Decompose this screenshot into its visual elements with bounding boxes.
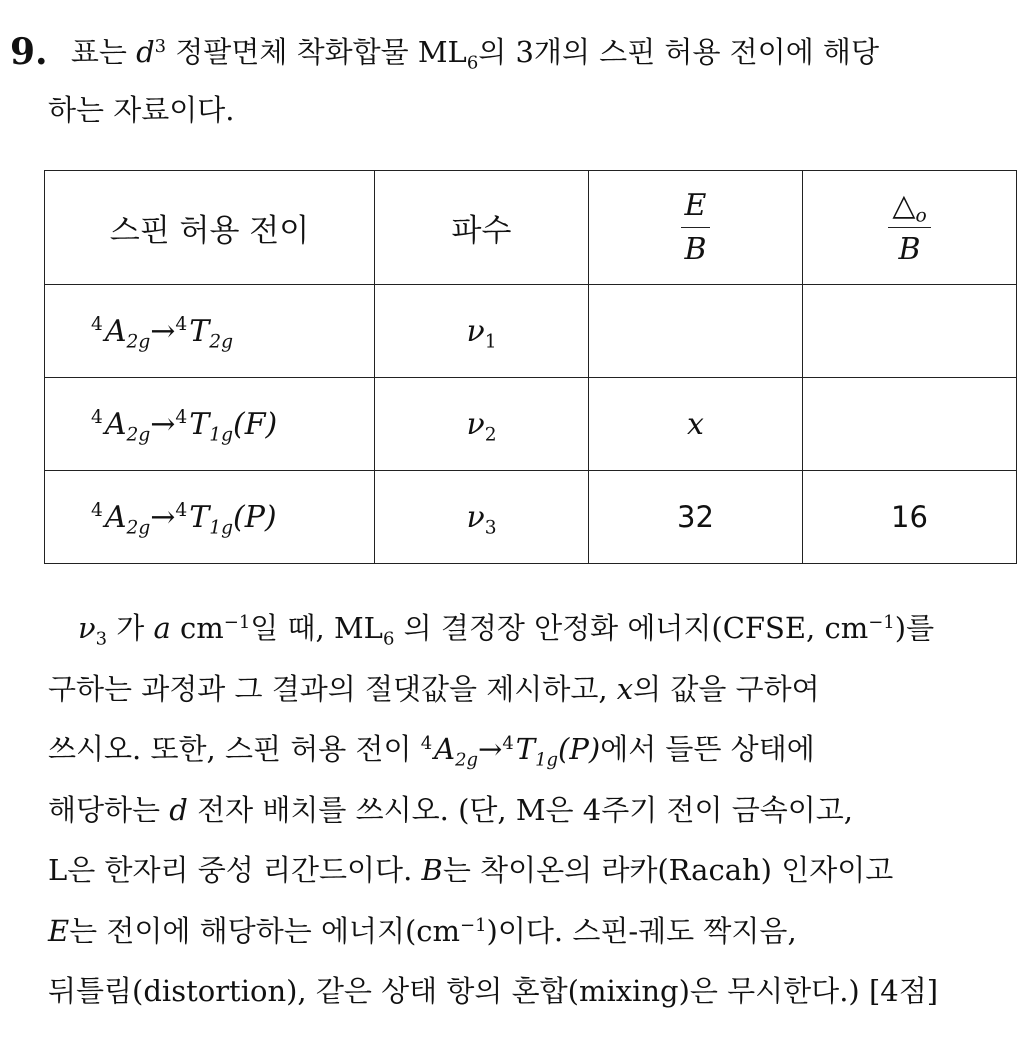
term-origin: (P)	[558, 732, 601, 766]
delta-symbol: △	[892, 188, 916, 223]
unit-exponent: −1	[868, 612, 895, 634]
table-header-row	[45, 171, 1017, 285]
e-numerator: E	[681, 188, 711, 228]
complex-ml: ML	[417, 35, 467, 69]
text: )를	[894, 611, 935, 645]
nu-symbol: ν	[466, 406, 485, 442]
arrow-symbol: →	[150, 499, 176, 535]
stem-line-2: 하는 자료이다.	[48, 93, 235, 127]
term-multiplicity: 4	[502, 733, 514, 755]
arrow-symbol: →	[478, 732, 503, 766]
paragraph-line	[48, 840, 1028, 901]
wavenumber-cell	[375, 285, 589, 378]
term-multiplicity: 4	[91, 407, 103, 429]
text: 가	[116, 611, 145, 645]
unit-exponent: −1	[223, 612, 251, 634]
nu-symbol: ν	[466, 313, 485, 349]
a-variable: a	[153, 611, 171, 645]
excited-term: T	[189, 313, 210, 349]
d-exponent: 3	[154, 36, 167, 58]
ground-term-sub: 2g	[126, 331, 151, 352]
term-origin: (P)	[232, 499, 277, 535]
ground-term-sub: 2g	[126, 424, 151, 445]
ground-term: A	[434, 732, 456, 766]
header-transition: 스핀 허용 전이	[45, 171, 375, 285]
delta-denominator: B	[898, 232, 921, 267]
unit: cm	[824, 611, 869, 645]
stem-text-a: 표는	[70, 35, 127, 69]
header-e-over-b	[589, 171, 803, 285]
text: 쓰시오. 또한, 스핀 허용 전이	[48, 732, 412, 766]
paragraph-line	[48, 598, 1028, 659]
e-over-b-fraction	[681, 188, 711, 267]
unit: cm	[180, 611, 224, 645]
text: 에서 들뜬 상태에	[600, 732, 815, 766]
paragraph-line	[48, 780, 1028, 841]
complex-ml-sub: 6	[466, 52, 479, 74]
term-multiplicity: 4	[420, 733, 433, 755]
stem-text-c: 의 3개의 스핀 허용 전이에 해당	[478, 35, 879, 69]
nu-subscript: 1	[484, 331, 497, 352]
term-multiplicity: 4	[175, 500, 188, 522]
b-variable: B	[421, 853, 443, 887]
table-row	[45, 285, 1017, 378]
d-symbol: d	[136, 35, 155, 69]
e-over-b-cell: 32	[589, 471, 803, 564]
ground-term: A	[104, 313, 127, 349]
e-over-b-cell	[589, 378, 803, 471]
transition-cell	[45, 471, 375, 564]
text: 의 결정장 안정화 에너지(CFSE,	[403, 611, 816, 645]
x-variable: x	[687, 406, 704, 442]
ground-term-sub: 2g	[455, 749, 479, 771]
term-multiplicity: 4	[91, 500, 103, 522]
header-delta-over-b	[803, 171, 1017, 285]
delta-over-b-cell	[803, 378, 1017, 471]
term-multiplicity: 4	[91, 314, 103, 336]
complex-formula	[417, 35, 479, 74]
nu-subscript: 3	[95, 628, 108, 650]
delta-numerator	[888, 188, 930, 228]
transition-cell	[45, 285, 375, 378]
text: )이다. 스핀-궤도 짝지음,	[486, 913, 797, 948]
delta-subscript: o	[915, 205, 927, 227]
text: 일 때,	[250, 611, 325, 645]
paragraph-line	[48, 961, 1028, 1022]
unit-exponent: −1	[460, 914, 487, 936]
x-variable: x	[616, 671, 634, 706]
wavenumber-cell	[375, 471, 589, 564]
excited-term-sub: 2g	[209, 331, 233, 352]
text: 뒤틀림(distortion), 같은 상태 항의 혼합(mixing)은 무시한다.) [4점]	[48, 974, 939, 1008]
ground-term: A	[104, 499, 127, 535]
term-origin: (F)	[232, 406, 278, 442]
term-multiplicity: 4	[175, 407, 188, 429]
nu-subscript: 3	[484, 517, 497, 538]
term-multiplicity: 4	[175, 314, 188, 336]
table-row	[45, 471, 1017, 564]
text: 는 착이온의 라카(Racah) 인자이고	[442, 853, 894, 887]
question-stem	[10, 22, 1020, 82]
arrow-symbol: →	[150, 313, 176, 349]
wavenumber-cell	[375, 378, 589, 471]
excited-term-sub: 1g	[535, 749, 559, 771]
complex-ml-sub: 6	[382, 628, 395, 650]
ground-term-sub: 2g	[126, 517, 151, 538]
e-over-b-cell	[589, 285, 803, 378]
e-variable: E	[48, 913, 70, 948]
stem-text-b: 정팔면체 착화합물	[175, 35, 409, 69]
delta-over-b-cell	[803, 285, 1017, 378]
paragraph-line	[48, 719, 1028, 780]
d-symbol: d	[169, 792, 188, 827]
nu-subscript: 2	[484, 424, 497, 445]
e-denominator: B	[684, 232, 707, 267]
text: 는 전이에 해당하는 에너지(cm	[69, 913, 461, 948]
excited-term-sub: 1g	[209, 424, 233, 445]
nu-symbol: ν	[78, 611, 96, 645]
text: 의 값을 구하여	[633, 671, 820, 706]
excited-term: T	[189, 499, 210, 535]
excited-term: T	[515, 732, 536, 766]
delta-over-b-cell: 16	[803, 471, 1017, 564]
complex-ml: ML	[333, 611, 383, 645]
delta-over-b-fraction	[888, 188, 930, 267]
nu-symbol: ν	[466, 499, 485, 535]
text: 전자 배치를 쓰시오. (단, M은 4주기 전이 금속이고,	[197, 792, 853, 827]
arrow-symbol: →	[150, 406, 176, 442]
header-wavenumber: 파수	[375, 171, 589, 285]
excited-term-sub: 1g	[209, 517, 233, 538]
question-number: 9.	[10, 31, 48, 73]
paragraph-line	[48, 901, 1028, 962]
table-row	[45, 378, 1017, 471]
question-paragraph	[48, 598, 1028, 1022]
text: L은 한자리 중성 리간드이다.	[48, 853, 413, 887]
paragraph-line	[48, 659, 1028, 720]
excited-term: T	[189, 406, 210, 442]
text: 해당하는	[48, 792, 161, 827]
transition-table	[44, 170, 1017, 564]
text: 구하는 과정과 그 결과의 절댓값을 제시하고,	[48, 671, 608, 706]
transition-cell	[45, 378, 375, 471]
ground-term: A	[104, 406, 127, 442]
